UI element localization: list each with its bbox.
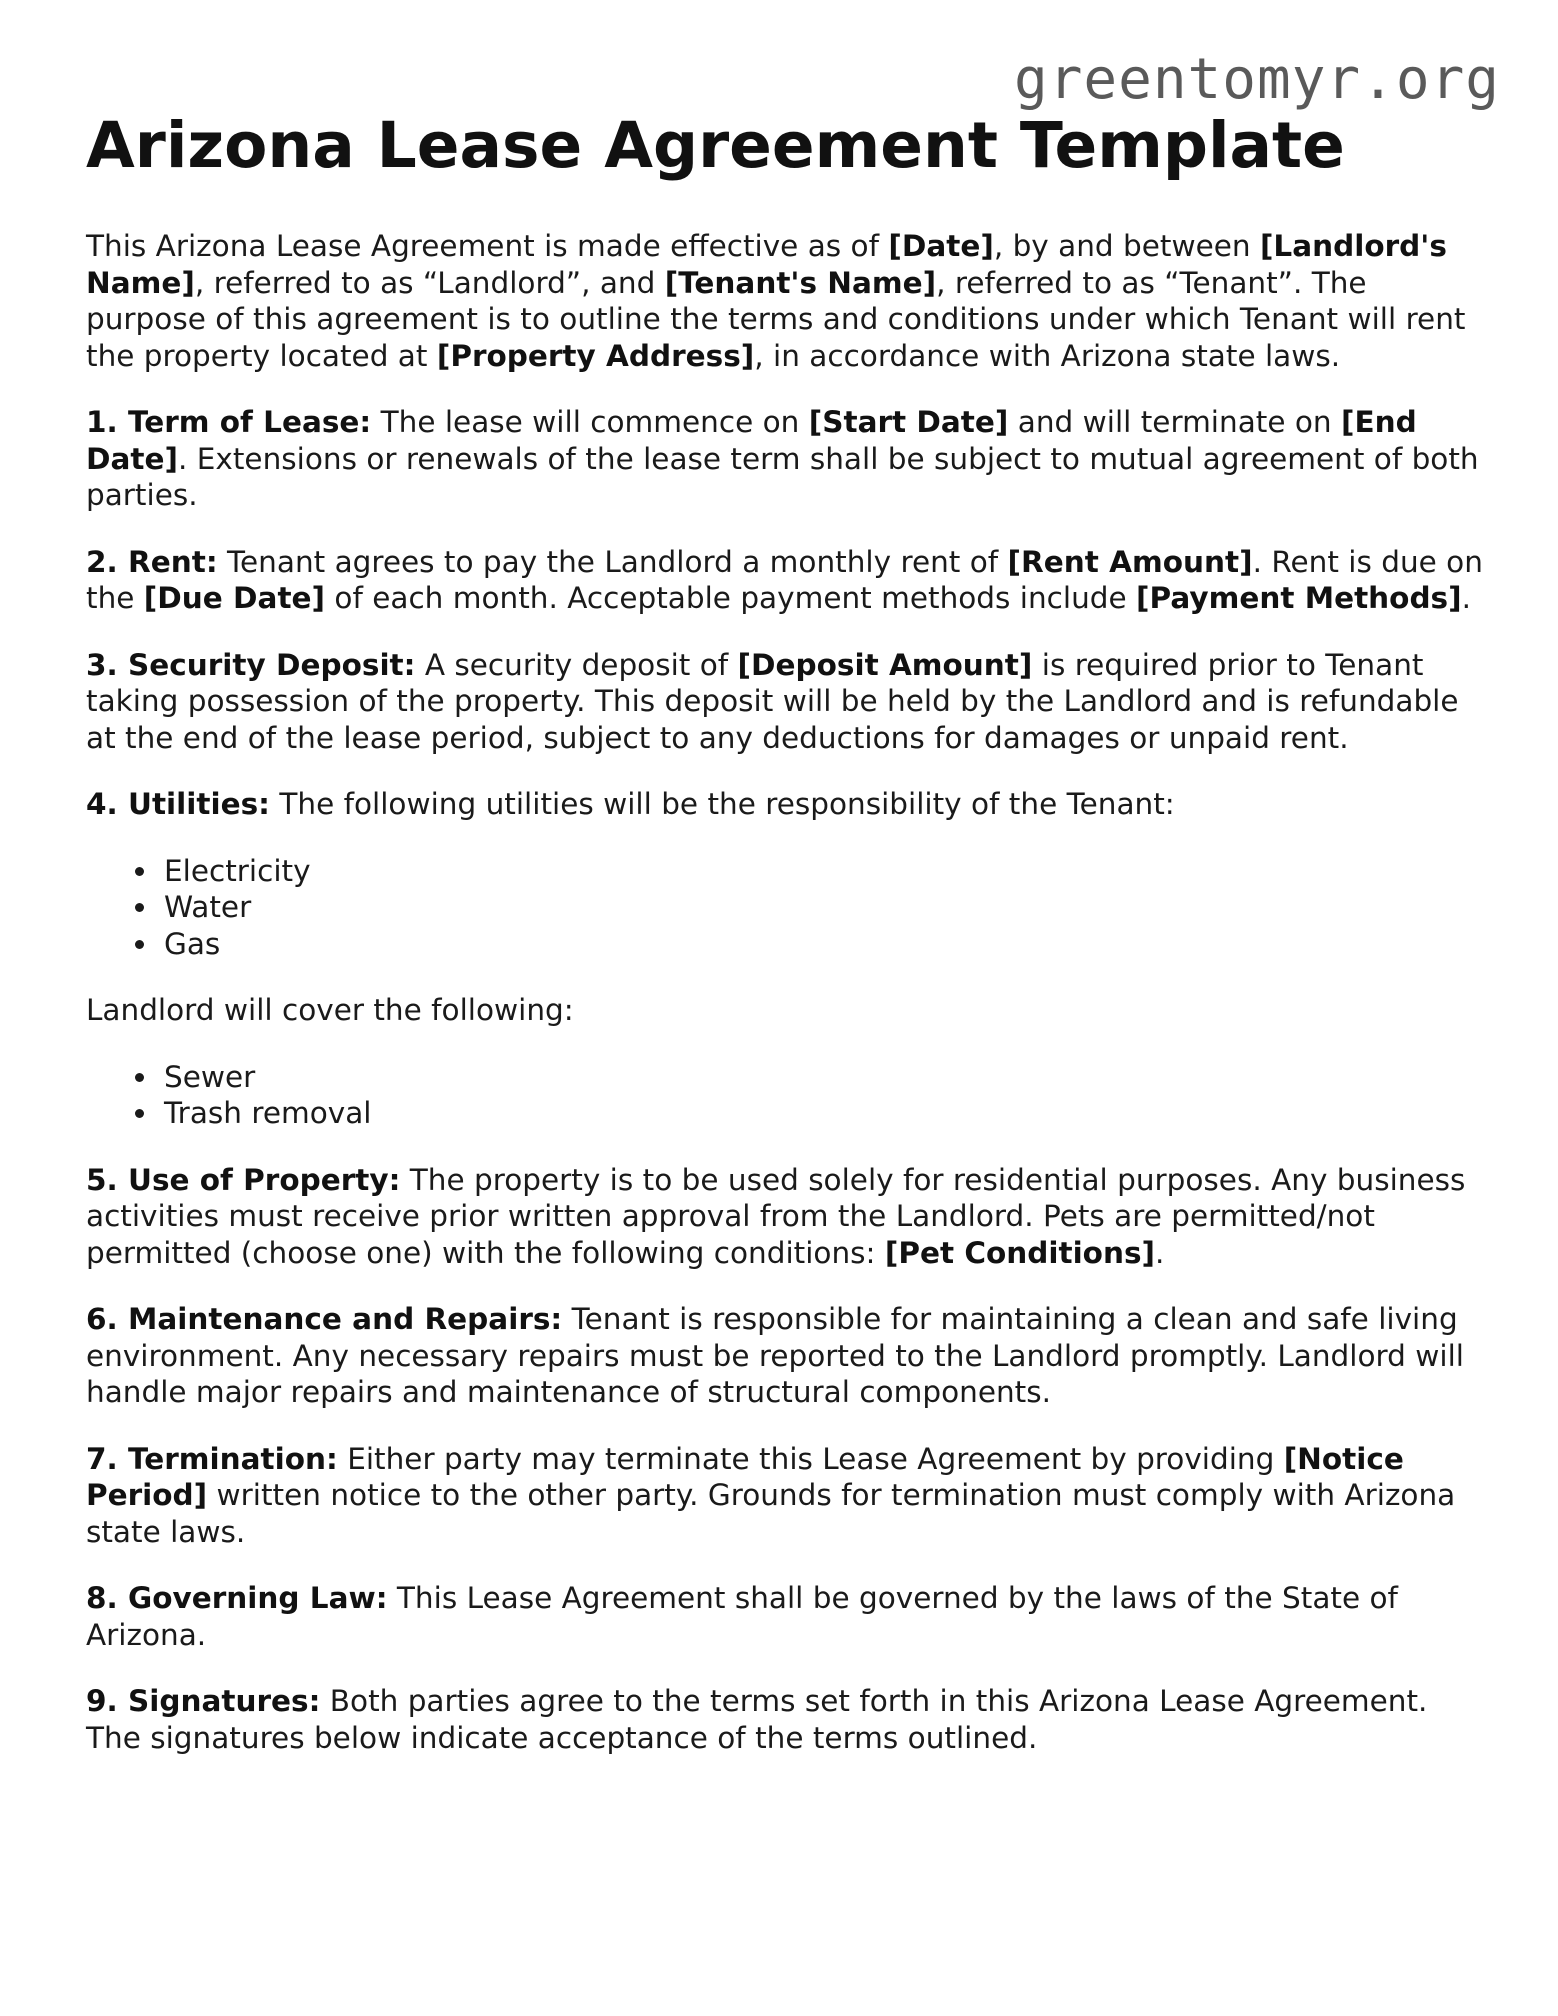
landlord-utilities-list xyxy=(86,1059,1486,1132)
list-item: • Water xyxy=(160,889,1486,926)
section-heading: 5. Use of Property: xyxy=(86,1162,401,1197)
placeholder-landlord-name: [Landlord's Name] xyxy=(86,229,1447,300)
placeholder-tenant-name: [Tenant's Name] xyxy=(664,265,937,300)
placeholder-date: [Date] xyxy=(888,229,994,263)
placeholder-due-date: [Due Date] xyxy=(143,581,326,615)
section-term-of-lease: 1. Term of Lease: The lease will commence on [Start Date] and will terminate on [End Date]. Extensions or renewals of the lease term shall be subject to mutual agreement of both parties. xyxy=(86,405,1479,512)
intro-paragraph: This Arizona Lease Agreement is made effective as of [Date], by and between [Landlord's Name], referred to as “Landlord”, and [Tenant's Name], referred to as “Tenant”. The purpose of this agreement is to outline the terms and conditions under which Tenant will rent the property located at [Property Address], in accordance with Arizona state laws. xyxy=(86,229,1466,373)
placeholder-rent-amount: [Rent Amount] xyxy=(1007,544,1253,579)
tenant-utilities-list xyxy=(86,853,1486,963)
placeholder-pet-conditions: [Pet Conditions] xyxy=(884,1235,1155,1270)
section-use-of-property: 5. Use of Property: The property is to be used solely for residential purposes. Any business activities must receive prior written approval from the Landlord. Pets are permitted/not permitted (choose one) with the following conditions: [Pet Conditions]. xyxy=(86,1162,1466,1270)
section-utilities: 4. Utilities: The following utilities will be the responsibility of the Tenant: xyxy=(86,787,1175,821)
list-item: • Trash removal xyxy=(160,1095,1486,1132)
placeholder-notice-period: [Notice Period] xyxy=(86,1441,1404,1512)
section-heading: 4. Utilities: xyxy=(86,787,270,821)
section-signatures: 9. Signatures: Both parties agree to the terms set forth in this Arizona Lease Agreement. The signatures below indicate acceptance of the terms outlined. xyxy=(86,1684,1428,1755)
page-title: Arizona Lease Agreement Template xyxy=(86,109,1345,182)
section-rent: 2. Rent: Tenant agrees to pay the Landlord a monthly rent of [Rent Amount]. Rent is due on the [Due Date] of each month. Acceptable payment methods include [Payment Methods]. xyxy=(86,544,1483,615)
placeholder-end-date: [End Date] xyxy=(86,405,1417,476)
section-heading: 1. Term of Lease: xyxy=(86,405,372,439)
section-governing-law: 8. Governing Law: This Lease Agreement shall be governed by the laws of the State of Arizona. xyxy=(86,1581,1398,1652)
watermark: greentomyr.org xyxy=(1013,47,1500,112)
section-security-deposit: 3. Security Deposit: A security deposit of [Deposit Amount] is required prior to Tenant taking possession of the property. This deposit will be held by the Landlord and is refundable at the end of the lease period, subject to any deductions for damages or unpaid rent. xyxy=(86,647,1459,755)
section-heading: 7. Termination: xyxy=(86,1441,338,1476)
placeholder-start-date: [Start Date] xyxy=(808,405,1009,439)
placeholder-payment-methods: [Payment Methods] xyxy=(1136,581,1462,615)
section-termination: 7. Termination: Either party may terminate this Lease Agreement by providing [Notice Period] written notice to the other party. Grounds for termination must comply with Arizona state laws. xyxy=(86,1441,1456,1549)
landlord-utilities-intro: Landlord will cover the following: xyxy=(86,993,574,1027)
section-heading: 6. Maintenance and Repairs: xyxy=(86,1302,563,1336)
document-body xyxy=(86,110,1486,1756)
list-item: • Electricity xyxy=(160,853,1486,890)
list-item: • Sewer xyxy=(160,1059,1486,1096)
section-heading: 8. Governing Law: xyxy=(86,1581,388,1615)
section-heading: 2. Rent: xyxy=(86,544,218,579)
section-heading: 9. Signatures: xyxy=(86,1684,321,1718)
list-item: • Gas xyxy=(160,926,1486,963)
section-heading: 3. Security Deposit: xyxy=(86,647,416,682)
placeholder-property-address: [Property Address] xyxy=(436,338,755,373)
section-maintenance: 6. Maintenance and Repairs: Tenant is responsible for maintaining a clean and safe living environment. Any necessary repairs must be reported to the Landlord promptly. Landlord will handle major repairs and maintenance of structural components. xyxy=(86,1302,1464,1409)
placeholder-deposit-amount: [Deposit Amount] xyxy=(737,647,1033,682)
